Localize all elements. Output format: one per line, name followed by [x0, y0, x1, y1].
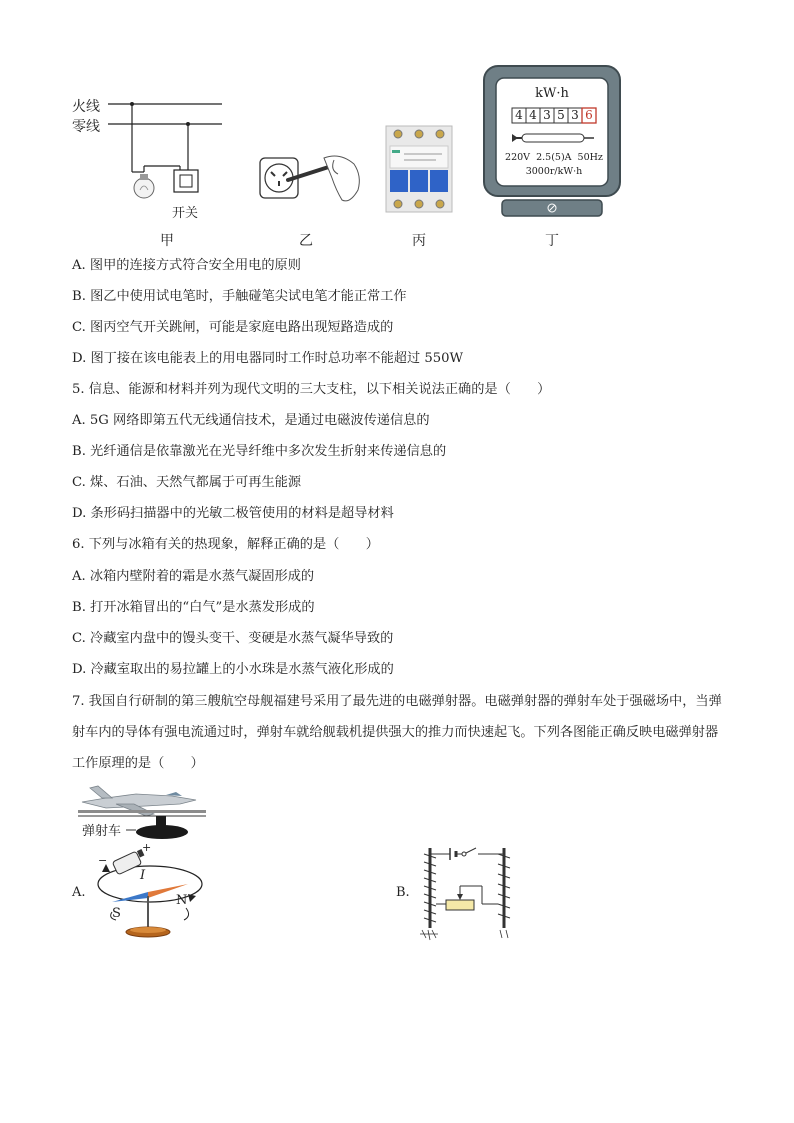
circuit-breaker-icon [386, 126, 452, 212]
meter-digit: 3 [571, 108, 579, 122]
catapult-cart-label: 弹射车 [82, 824, 122, 839]
figure-socket [258, 150, 368, 220]
q6-option-b: B. 打开冰箱冒出的“白气”是水蒸发形成的 [72, 600, 315, 615]
q5-option-b: B. 光纤通信是依靠激光在光导纤维中多次发生折射来传递信息的 [72, 444, 447, 459]
live-wire-label: 火线 [72, 99, 100, 115]
meter-spec-line2: 3000r/kW·h [525, 166, 583, 177]
compass-needle-icon [112, 884, 188, 937]
rheostat-icon [436, 886, 498, 910]
test-pen-icon [288, 156, 359, 201]
meter-unit: kW·h [535, 86, 569, 101]
q4-option-c: C. 图丙空气开关跳闸，可能是家庭电路出现短路造成的 [72, 320, 394, 335]
compass-north-label: N [176, 893, 188, 908]
q4-option-b: B. 图乙中使用试电笔时，手触碰笔尖试电笔才能正常工作 [72, 289, 407, 304]
q4-option-a: A. 图甲的连接方式符合安全用电的原则 [72, 258, 301, 273]
q7-stem: 7. 我国自行研制的第三艘航空母舰福建号采用了最先进的电磁弹射器。电磁弹射器的弹射车处于强磁场中，当弹射车内的导体有强电流通过时，弹射车就给舰载机提供强大的推力而快速起飞。下列各图能正确反映电磁弹射器工作原理的是（ ） [72, 694, 722, 771]
meter-digit: 3 [543, 108, 551, 122]
q7-option-a-letter: A. [72, 885, 86, 900]
meter-spec-line1: 220V 2.5(5)A 50Hz [505, 152, 603, 163]
switch-icon [174, 170, 198, 192]
catapult-cart-icon [136, 816, 188, 839]
q5-option-d: D. 条形码扫描器中的光敏二极管使用的材料是超导材料 [72, 506, 394, 521]
figure-breaker [384, 124, 454, 214]
electromagnet-right-icon [498, 848, 510, 938]
meter-digit-decimal: 6 [585, 108, 593, 122]
q6-option-d: D. 冷藏室取出的易拉罐上的小水珠是水蒸气液化形成的 [72, 662, 394, 677]
q6-stem: 6. 下列与冰箱有关的热现象，解释正确的是（ ） [72, 537, 379, 552]
battery-plus-label: + [142, 841, 152, 854]
meter-disk-icon [512, 134, 594, 142]
caption-ding: 丁 [545, 233, 559, 249]
wire-current-label: I [140, 868, 146, 883]
battery-minus-label: − [98, 854, 108, 867]
electromagnet-left-icon [420, 848, 438, 940]
q5-option-c: C. 煤、石油、天然气都属于可再生能源 [72, 475, 302, 490]
caption-yi: 乙 [299, 233, 313, 249]
bulb-icon [134, 174, 154, 198]
meter-digit: 4 [529, 108, 537, 122]
neutral-wire-label: 零线 [72, 119, 100, 135]
q4-option-d: D. 图丁接在该电能表上的用电器同时工作时总功率不能超过 550W [72, 351, 464, 366]
q6-option-a: A. 冰箱内壁附着的霜是水蒸气凝固形成的 [72, 569, 315, 584]
figure-option-a [92, 842, 208, 942]
q6-option-c: C. 冷藏室内盘中的馒头变干、变硬是水蒸气凝华导致的 [72, 631, 394, 646]
battery-switch-icon [430, 848, 504, 860]
caption-jia: 甲 [160, 233, 174, 249]
meter-digit: 5 [557, 108, 565, 122]
figure-option-b [416, 842, 520, 942]
compass-south-label: S [112, 906, 121, 921]
q5-stem: 5. 信息、能源和材料并列为现代文明的三大支柱，以下相关说法正确的是（ ） [72, 382, 551, 397]
q7-option-b-letter: B. [396, 885, 410, 900]
meter-digit: 4 [515, 108, 523, 122]
q5-option-a: A. 5G 网络即第五代无线通信技术，是通过电磁波传递信息的 [72, 413, 430, 428]
meter-reading [512, 108, 596, 123]
switch-label: 开关 [172, 206, 199, 221]
caption-bing: 丙 [412, 233, 426, 249]
